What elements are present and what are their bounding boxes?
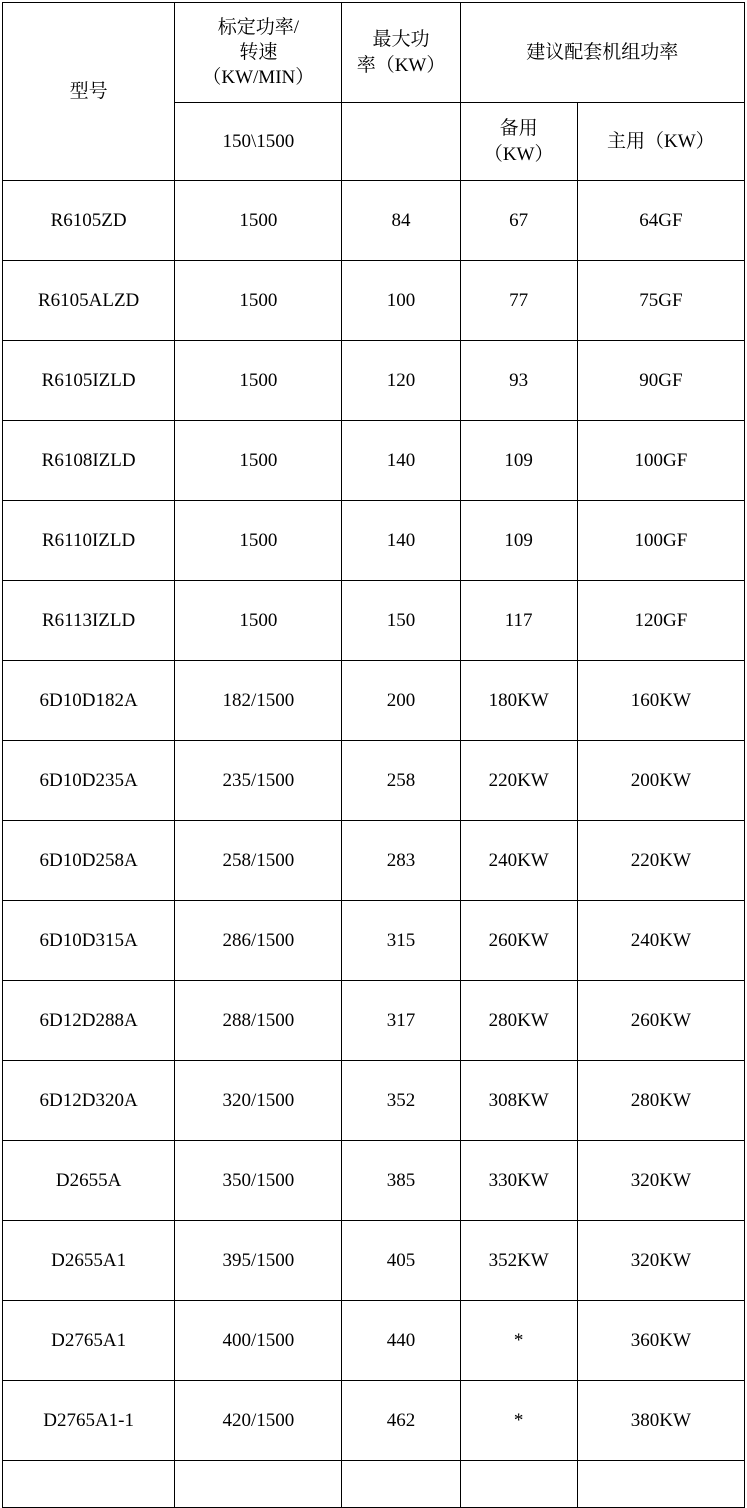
cell-prime: 100GF xyxy=(577,501,744,581)
cell-prime: 64GF xyxy=(577,181,744,261)
cell-max xyxy=(342,1461,460,1508)
cell-max-power: 258 xyxy=(342,741,460,821)
cell-model: 6D12D320A xyxy=(3,1061,175,1141)
cell-standby: 330KW xyxy=(460,1141,577,1221)
cell-model: D2765A1-1 xyxy=(3,1381,175,1461)
cell-rated: 235/1500 xyxy=(175,741,342,821)
table-row xyxy=(3,741,745,821)
cell-prime: 260KW xyxy=(577,981,744,1061)
cell-rated: 320/1500 xyxy=(175,1061,342,1141)
header-max-line2: 率（KW） xyxy=(356,54,446,76)
cell-max-power: 405 xyxy=(342,1221,460,1301)
cell-prime: 360KW xyxy=(577,1301,744,1381)
cell-standby xyxy=(460,1461,577,1508)
header-model: 型号 xyxy=(3,3,175,181)
cell-model: 6D10D182A xyxy=(3,661,175,741)
cell-rated: 1500 xyxy=(175,421,342,501)
cell-standby: 308KW xyxy=(460,1061,577,1141)
cell-standby: 109 xyxy=(460,421,577,501)
table-row xyxy=(3,421,745,501)
cell-prime: 280KW xyxy=(577,1061,744,1141)
cell-max-power: 200 xyxy=(342,661,460,741)
cell-rated: 420/1500 xyxy=(175,1381,342,1461)
cell-rated: 286/1500 xyxy=(175,901,342,981)
cell-standby: * xyxy=(460,1381,577,1461)
table-row xyxy=(3,661,745,741)
header-prime: 主用（KW） xyxy=(577,103,744,181)
table-row xyxy=(3,821,745,901)
cell-rated: 1500 xyxy=(175,341,342,421)
table-row xyxy=(3,1141,745,1221)
header-standby-line2: （KW） xyxy=(483,143,554,165)
table-row xyxy=(3,1301,745,1381)
cell-max-power: 140 xyxy=(342,421,460,501)
cell-standby: 240KW xyxy=(460,821,577,901)
cell-standby: * xyxy=(460,1301,577,1381)
cell-max-power: 84 xyxy=(342,181,460,261)
cell-max-power: 283 xyxy=(342,821,460,901)
header-rated-power-speed xyxy=(175,3,342,103)
cell-standby: 77 xyxy=(460,261,577,341)
cell-rated: 182/1500 xyxy=(175,661,342,741)
cell-max-power: 440 xyxy=(342,1301,460,1381)
cell-standby: 180KW xyxy=(460,661,577,741)
cell-model: R6105ALZD xyxy=(3,261,175,341)
header-max-power xyxy=(342,3,460,103)
header-rated-line1: 标定功率/ xyxy=(217,16,299,38)
table-row xyxy=(3,1061,745,1141)
cell-rated: 1500 xyxy=(175,261,342,341)
cell-standby: 220KW xyxy=(460,741,577,821)
cell-max-power: 140 xyxy=(342,501,460,581)
cell-prime: 380KW xyxy=(577,1381,744,1461)
cell-model: 6D10D315A xyxy=(3,901,175,981)
cell-prime: 220KW xyxy=(577,821,744,901)
header-rated-sub: 150\1500 xyxy=(175,103,342,181)
cell-rated: 258/1500 xyxy=(175,821,342,901)
cell-model: D2655A xyxy=(3,1141,175,1221)
table-body xyxy=(3,181,745,1508)
cell-rated: 1500 xyxy=(175,181,342,261)
cell-prime: 320KW xyxy=(577,1221,744,1301)
cell-max-power: 100 xyxy=(342,261,460,341)
cell-rated: 395/1500 xyxy=(175,1221,342,1301)
cell-model: R6110IZLD xyxy=(3,501,175,581)
table-row xyxy=(3,1221,745,1301)
cell-standby: 117 xyxy=(460,581,577,661)
cell-standby: 93 xyxy=(460,341,577,421)
header-standby-line1: 备用 xyxy=(499,118,538,140)
table-row xyxy=(3,261,745,341)
header-max-sub xyxy=(342,103,460,181)
table-header xyxy=(3,3,745,181)
cell-max-power: 352 xyxy=(342,1061,460,1141)
cell-model: 6D12D288A xyxy=(3,981,175,1061)
table-row-partial xyxy=(3,1461,745,1508)
cell-rated xyxy=(175,1461,342,1508)
table-row xyxy=(3,981,745,1061)
cell-max-power: 317 xyxy=(342,981,460,1061)
cell-prime: 120GF xyxy=(577,581,744,661)
cell-prime: 240KW xyxy=(577,901,744,981)
table-row xyxy=(3,181,745,261)
cell-standby: 280KW xyxy=(460,981,577,1061)
header-rated-line2: 转速 xyxy=(239,41,278,63)
header-standby xyxy=(460,103,577,181)
cell-model: D2655A1 xyxy=(3,1221,175,1301)
cell-prime: 320KW xyxy=(577,1141,744,1221)
cell-model: 6D10D235A xyxy=(3,741,175,821)
cell-model: R6105ZD xyxy=(3,181,175,261)
cell-model: R6113IZLD xyxy=(3,581,175,661)
engine-spec-table xyxy=(2,2,745,1508)
cell-prime: 100GF xyxy=(577,421,744,501)
cell-rated: 400/1500 xyxy=(175,1301,342,1381)
cell-prime xyxy=(577,1461,744,1508)
cell-model: R6105IZLD xyxy=(3,341,175,421)
cell-max-power: 315 xyxy=(342,901,460,981)
cell-rated: 288/1500 xyxy=(175,981,342,1061)
cell-prime: 75GF xyxy=(577,261,744,341)
table-row xyxy=(3,1381,745,1461)
cell-standby: 352KW xyxy=(460,1221,577,1301)
cell-max-power: 150 xyxy=(342,581,460,661)
cell-prime: 90GF xyxy=(577,341,744,421)
cell-model: 6D10D258A xyxy=(3,821,175,901)
cell-model: R6108IZLD xyxy=(3,421,175,501)
cell-standby: 109 xyxy=(460,501,577,581)
cell-rated: 350/1500 xyxy=(175,1141,342,1221)
header-recommended-group: 建议配套机组功率 xyxy=(460,3,744,103)
cell-max-power: 385 xyxy=(342,1141,460,1221)
cell-max-power: 120 xyxy=(342,341,460,421)
cell-rated: 1500 xyxy=(175,501,342,581)
cell-rated: 1500 xyxy=(175,581,342,661)
table-row xyxy=(3,341,745,421)
cell-model: D2765A1 xyxy=(3,1301,175,1381)
cell-standby: 260KW xyxy=(460,901,577,981)
header-max-line1: 最大功 xyxy=(372,29,430,51)
cell-model xyxy=(3,1461,175,1508)
cell-prime: 160KW xyxy=(577,661,744,741)
header-rated-line3: （KW/MIN） xyxy=(202,67,315,89)
table-row xyxy=(3,581,745,661)
cell-prime: 200KW xyxy=(577,741,744,821)
cell-max-power: 462 xyxy=(342,1381,460,1461)
table-row xyxy=(3,501,745,581)
table-row xyxy=(3,901,745,981)
header-row-main xyxy=(3,3,745,103)
cell-standby: 67 xyxy=(460,181,577,261)
